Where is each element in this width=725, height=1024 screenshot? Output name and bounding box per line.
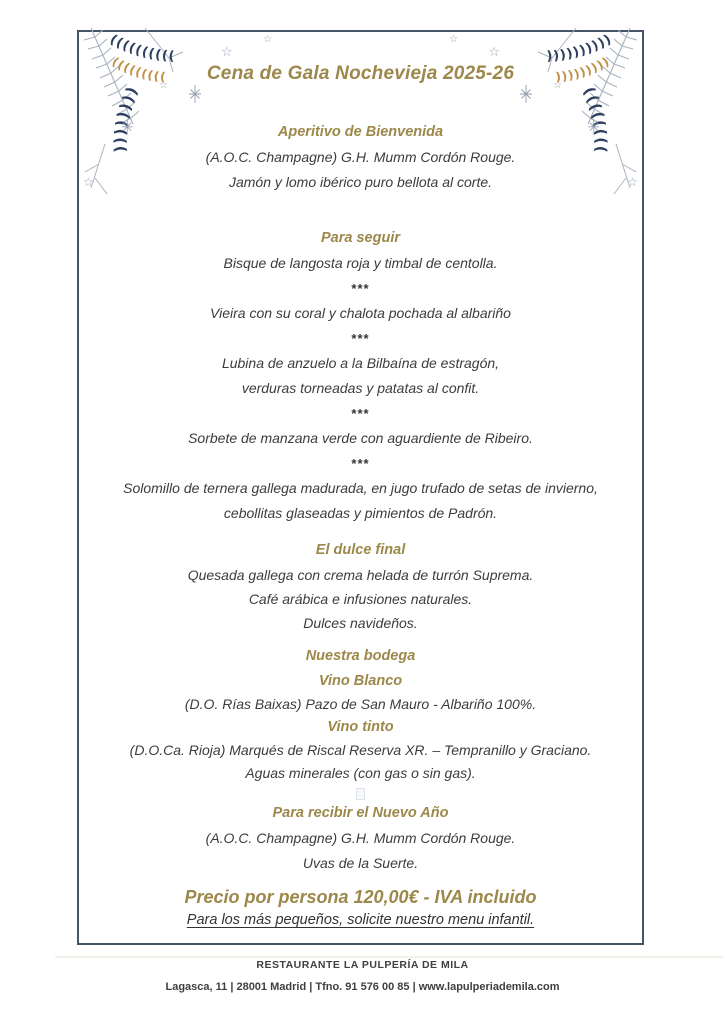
menu-line: Vieira con su coral y chalota pochada al albariño	[210, 305, 511, 321]
course-separator: ***	[351, 281, 370, 296]
restaurant-address: Lagasca, 11 | 28001 Madrid | Tfno. 91 576 00 85 | www.lapulperiademila.com	[165, 981, 560, 993]
section-nuevo-ano	[79, 805, 642, 872]
section-heading: Para seguir	[321, 230, 400, 246]
menu-line: Bisque de langosta roja y timbal de centolla.	[223, 255, 498, 271]
price-block	[79, 886, 642, 929]
placeholder-square	[356, 788, 365, 800]
course-separator: ***	[351, 406, 370, 421]
section-aperitivo	[79, 124, 642, 191]
menu-line: (A.O.C. Champagne) G.H. Mumm Cordón Rouge.	[205, 830, 516, 846]
section-heading: Para recibir el Nuevo Año	[272, 805, 449, 821]
menu-line: Solomillo de ternera gallega madurada, en jugo trufado de setas de invierno,	[123, 480, 598, 496]
restaurant-name: RESTAURANTE LA PULPERÍA DE MILA	[256, 959, 469, 971]
menu-line: Uvas de la Suerte.	[302, 855, 419, 871]
menu-line: (D.O.Ca. Rioja) Marqués de Riscal Reserva XR. – Tempranillo y Graciano.	[129, 742, 592, 758]
menu-line: Dulces navideños.	[303, 615, 418, 631]
menu-line: Aguas minerales (con gas o sin gas).	[245, 765, 476, 781]
menu-line: Quesada gallega con crema helada de turrón Suprema.	[187, 567, 534, 583]
menu-line: verduras torneadas y patatas al confit.	[241, 380, 480, 396]
children-menu-note: Para los más pequeños, solicite nuestro menu infantil.	[186, 912, 535, 928]
section-heading: Aperitivo de Bienvenida	[277, 124, 444, 140]
section-nuestra-bodega	[79, 648, 642, 782]
section-heading: Nuestra bodega	[305, 648, 416, 664]
section-el-dulce-final	[79, 542, 642, 632]
menu-line: Café arábica e infusiones naturales.	[248, 591, 473, 607]
page-title: Cena de Gala Nochevieja 2025-26	[206, 63, 515, 84]
menu-card	[77, 30, 644, 945]
course-separator: ***	[351, 456, 370, 471]
course-separator: ***	[351, 331, 370, 346]
menu-line: Sorbete de manzana verde con aguardiente de Ribeiro.	[188, 430, 533, 446]
price-line: Precio por persona 120,00€ - IVA incluido	[184, 887, 537, 907]
section-heading: El dulce final	[315, 542, 406, 558]
menu-line: Lubina de anzuelo a la Bilbaína de estragón,	[221, 355, 500, 371]
subsection-heading-vino-blanco: Vino Blanco	[318, 673, 403, 689]
menu-line: cebollitas glaseadas y pimientos de Padrón.	[223, 505, 498, 521]
menu-line: (A.O.C. Champagne) G.H. Mumm Cordón Rouge.	[205, 149, 516, 165]
menu-line: Jamón y lomo ibérico puro bellota al corte.	[228, 174, 493, 190]
menu-line: (D.O. Rías Baixas) Pazo de San Mauro - Albariño 100%.	[184, 696, 537, 712]
section-para-seguir	[79, 230, 642, 522]
subsection-heading-vino-tinto: Vino tinto	[327, 719, 394, 735]
footer	[0, 958, 725, 994]
